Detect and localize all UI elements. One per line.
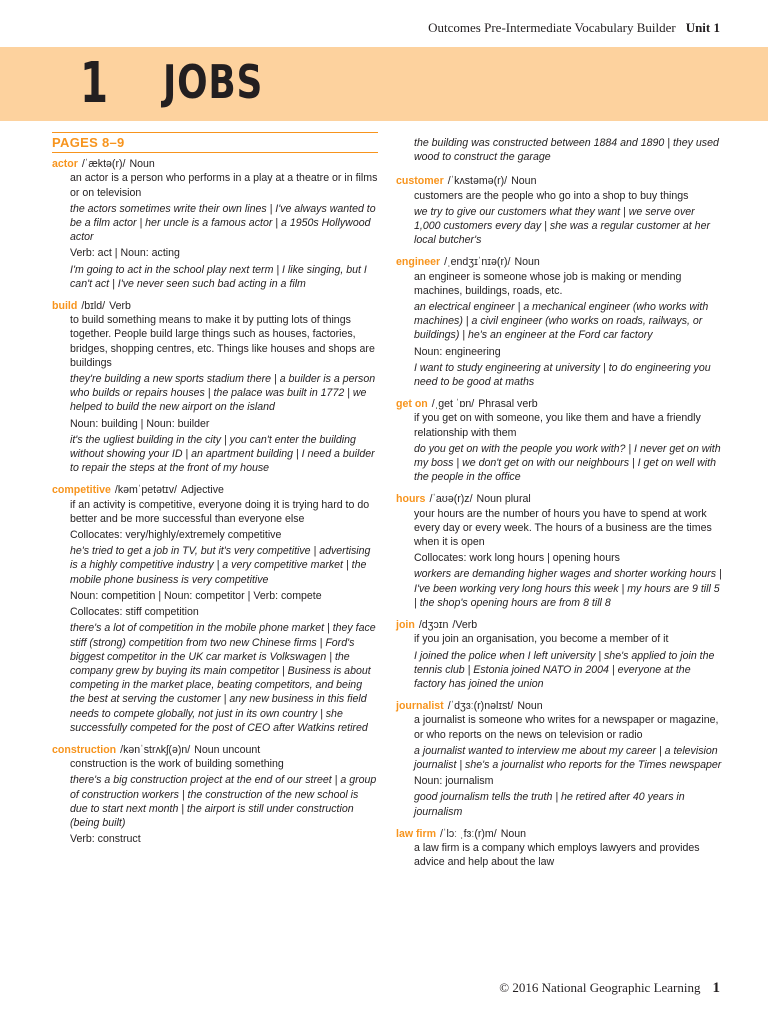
left-column xyxy=(52,132,378,854)
dictionary-entry xyxy=(396,255,722,389)
derived-forms: Noun: building | Noun: builder xyxy=(70,417,210,430)
pronunciation: /kəmˈpetətɪv/ xyxy=(114,484,177,497)
dictionary-entry xyxy=(52,157,378,291)
unit-title: JOBS xyxy=(163,55,264,109)
dictionary-entry xyxy=(396,827,722,870)
examples: an electrical engineer | a mechanical engineer (who works with machines) | a civil engineer (who works on roads, railways, or buildings) | he's an engineer at the Ford car factory xyxy=(414,301,709,342)
dictionary-entry xyxy=(396,699,722,819)
headword: hours xyxy=(396,493,426,506)
pronunciation: /ˈæktə(r)/ xyxy=(81,158,126,171)
pronunciation: /kənˈstrʌkʃ(ə)n/ xyxy=(120,743,191,756)
dictionary-entry xyxy=(396,618,722,691)
examples: it's the ugliest building in the city | you can't enter the building without showing your ID | an apartment building | I need a builder to repair the steps at the front of my house xyxy=(70,433,375,475)
running-head xyxy=(428,20,720,36)
book-title: Outcomes Pre-Intermediate Vocabulary Builder xyxy=(428,20,676,35)
pronunciation: /ˈdʒɜː(r)nəlɪst/ xyxy=(447,700,514,713)
definition: to build something means to make it by putting lots of things together. People build large things such as houses, factories, bridges, shopping centres, etc. Things like houses and shops are buildings xyxy=(70,314,375,369)
headword-line xyxy=(396,618,722,632)
part-of-speech: Verb xyxy=(109,300,131,313)
part-of-speech: Phrasal verb xyxy=(478,398,538,411)
dictionary-entry xyxy=(396,492,722,610)
part-of-speech: Adjective xyxy=(180,484,224,497)
part-of-speech: Noun xyxy=(500,827,527,840)
footer xyxy=(499,980,720,997)
unit-number: 1 xyxy=(80,51,109,116)
headword-line xyxy=(396,827,722,841)
pronunciation: /ˌendʒɪˈnɪə(r)/ xyxy=(444,256,511,269)
pronunciation: /dʒɔɪn xyxy=(418,619,449,632)
definition: an engineer is someone whose job is making or mending machines, buildings, roads, etc. xyxy=(414,270,682,297)
definition: construction is the work of building something xyxy=(70,758,284,771)
pronunciation: /bɪld/ xyxy=(81,300,106,313)
headword: customer xyxy=(396,175,444,188)
headword-line xyxy=(396,255,722,269)
examples: he's tried to get a job in TV, but it's very competitive | advertising is a highly competitive industry | a very competitive market | the mobile phone business is very competitive xyxy=(70,545,371,586)
collocates: Collocates: work long hours | opening hours xyxy=(414,552,620,565)
headword-line xyxy=(396,492,722,506)
headword-line xyxy=(52,157,378,171)
page-number: 1 xyxy=(712,980,720,996)
definition: if an activity is competitive, everyone doing it is trying hard to do better and be more successful than everyone else xyxy=(70,498,370,525)
definition: if you join an organisation, you become a member of it xyxy=(414,633,669,646)
copyright: © 2016 National Geographic Learning xyxy=(499,980,701,995)
examples: good journalism tells the truth | he retired after 40 years in journalism xyxy=(414,791,685,818)
right-column xyxy=(396,134,722,877)
headword-line xyxy=(52,299,378,313)
dictionary-entry xyxy=(52,743,378,846)
headword: actor xyxy=(52,158,78,171)
part-of-speech: Noun xyxy=(514,256,540,269)
definition: your hours are the number of hours you have to spend at work every day or every week. The hours of a business are the times when it is open xyxy=(414,507,712,549)
pages-heading: PAGES 8–9 xyxy=(52,132,378,153)
examples: I joined the police when I left university | she's applied to join the tennis club | Estonia joined NATO in 2004 | everyone at the factory has joined the union xyxy=(414,649,715,690)
part-of-speech: Noun xyxy=(511,175,537,188)
pronunciation: /ˌɡet ˈɒn/ xyxy=(431,398,475,411)
derived-forms: Noun: engineering xyxy=(414,345,501,358)
definition: an actor is a person who performs in a play at a theatre or in films or on television xyxy=(70,172,378,199)
part-of-speech: Noun plural xyxy=(476,493,531,506)
dictionary-entry xyxy=(396,174,722,247)
definition: a law firm is a company which employs lawyers and provides advice and help about the law xyxy=(414,841,700,869)
headword: engineer xyxy=(396,256,441,269)
headword-line xyxy=(396,174,722,188)
right-entry-list xyxy=(396,174,722,869)
definition: if you get on with someone, you like them and have a friendly relationship with them xyxy=(414,412,701,439)
definition: a journalist is someone who writes for a newspaper or magazine, or who reports on the news on television or radio xyxy=(414,714,719,741)
unit-banner xyxy=(0,47,768,121)
definition: customers are the people who go into a shop to buy things xyxy=(414,189,689,202)
examples: we try to give our customers what they want | we serve over 1,000 customers every day | she was a regular customer at her local butcher's xyxy=(414,205,710,247)
headword-line xyxy=(396,397,722,411)
derived-forms: Verb: construct xyxy=(70,833,141,846)
pronunciation: /ˈkʌstəmə(r)/ xyxy=(447,175,508,188)
continued-example: the building was constructed between 1884 and 1890 | they used wood to construct the garage xyxy=(414,137,719,164)
examples: they're building a new sports stadium there | a builder is a person who builds or repairs houses | the palace was built in 1772 | we helped to build the new airport on the island xyxy=(70,373,376,414)
headword-line xyxy=(396,699,722,713)
part-of-speech: Noun uncount xyxy=(194,743,261,756)
pronunciation: /ˈaʊə(r)z/ xyxy=(429,493,473,506)
examples: a journalist wanted to interview me about my career | a television journalist | she's a journalist who reports for the Times newspaper xyxy=(414,744,722,771)
left-entry-list xyxy=(52,157,378,846)
headword: build xyxy=(52,300,78,313)
headword: construction xyxy=(52,743,117,756)
dictionary-entry xyxy=(52,299,378,475)
part-of-speech: /Verb xyxy=(452,619,478,632)
derived-forms: Noun: journalism xyxy=(414,775,494,788)
collocates: Collocates: very/highly/extremely competitive xyxy=(70,529,282,542)
examples: there's a big construction project at the end of our street | a group of construction workers | the construction of the new school is due to start next month | the airport is still under construction (being built) xyxy=(70,774,377,829)
examples: I want to study engineering at university | to do engineering you need to be good at maths xyxy=(414,361,711,389)
unit-label: Unit 1 xyxy=(685,20,720,35)
headword: join xyxy=(396,619,415,632)
headword-line xyxy=(52,483,378,497)
headword: law firm xyxy=(396,827,437,840)
pronunciation: /ˈlɔː ˌfɜː(r)m/ xyxy=(440,827,497,840)
dictionary-entry xyxy=(396,397,722,484)
headword: competitive xyxy=(52,484,111,497)
headword: journalist xyxy=(396,700,444,713)
headword-line xyxy=(52,743,378,757)
examples: the actors sometimes write their own lines | I've always wanted to be a film actor | her uncle is a famous actor | a 1950s Hollywood actor xyxy=(70,202,376,244)
examples: workers are demanding higher wages and shorter working hours | I've been working very long hours this week | my hours are 9 till 5 | the shop's opening hours are from 8 till 8 xyxy=(414,568,722,609)
part-of-speech: Noun xyxy=(517,700,543,713)
dictionary-entry xyxy=(52,483,378,734)
examples: there's a lot of competition in the mobile phone market | they face stiff (strong) competition from two new Chinese firms | Ford's biggest competitor in the UK car market is Volkswagen | the company grew by buying its main competitor | Business is about competing in the market place, beating competitors, and being the best at serving the customer | any new business in this field needs to compete globally, not just in its own country | she successfully competed for the post of CEO after Watkins retired xyxy=(70,622,376,734)
derived-forms: Noun: competition | Noun: competitor | Verb: compete xyxy=(70,589,322,602)
collocates: Collocates: stiff competition xyxy=(70,606,199,619)
derived-forms: Verb: act | Noun: acting xyxy=(70,247,180,260)
part-of-speech: Noun xyxy=(129,158,155,171)
headword: get on xyxy=(396,398,428,411)
examples: I'm going to act in the school play next term | I like singing, but I can't act | I've never seen such bad acting in a film xyxy=(70,263,367,290)
examples: do you get on with the people you work with? | I never get on with my boss | we don't get on with our neighbours | I get on well with the people in the office xyxy=(414,442,721,484)
